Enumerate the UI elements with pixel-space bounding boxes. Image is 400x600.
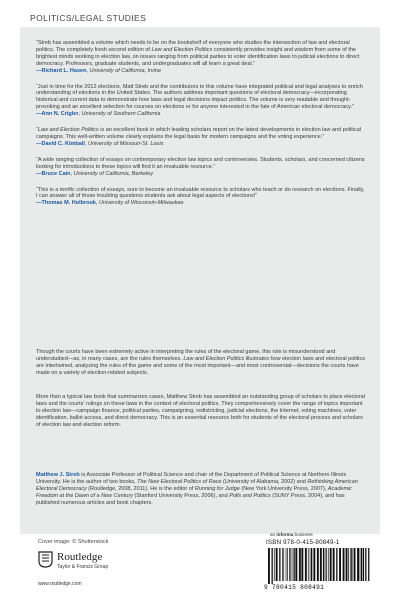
bio-segment: (Routledge, 2008, 2011). He is the editor of — [86, 485, 195, 492]
barcode-bar — [360, 548, 361, 581]
barcode-icon — [266, 548, 374, 584]
quote-segment: consistently provides insight and wisdom from some of the brightest minds working in election law, on issues ranging from political parties to voter identification laws to judicial elections to direct democracy. Professors, graduate students, and undergraduates will all learn a great deal.” — [36, 46, 360, 67]
content-panel — [20, 27, 380, 534]
barcode-bar — [365, 548, 366, 581]
quote-attribution: —Ann N. Crigler, University of Southern California — [36, 111, 161, 118]
barcode-bar — [272, 548, 273, 584]
book-title: Law and Election Politics — [151, 46, 213, 53]
barcode-bar — [301, 548, 303, 581]
reviewer-institution: University of Missouri-St. Louis — [87, 140, 164, 147]
reviewer-name: —Ann N. Crigler — [36, 111, 79, 118]
informa-business — [270, 532, 313, 537]
quote-attribution: —Bruce Cain, University of California, Berkeley — [36, 170, 154, 177]
barcode-bar — [339, 548, 341, 581]
quote-attribution: —Richard L. Hasen, University of California, Irvine — [36, 67, 162, 74]
isbn-number: ISBN 978-0-415-80849-1 — [266, 539, 340, 546]
reviewer-institution: University of Southern California — [81, 111, 161, 118]
barcode-bar — [348, 548, 349, 581]
quote-text — [36, 187, 366, 201]
informa-segment: business — [293, 532, 313, 537]
barcode-bar — [279, 548, 280, 581]
barcode-bar — [343, 548, 345, 581]
isbn-block — [260, 538, 378, 596]
barcode-bar — [320, 548, 322, 581]
book-title: Law and Election Politics — [183, 355, 245, 362]
barcode-bar — [283, 548, 284, 581]
barcode-bar — [310, 548, 311, 581]
reviewer-name: —Thomas M. Holbrook — [36, 200, 96, 207]
barcode-digits: 9 780415 808491 — [264, 584, 325, 591]
reviewer-institution: University of California, Berkeley — [73, 170, 154, 177]
quote-segment: “ — [36, 127, 38, 134]
informa-brand: informa — [276, 532, 294, 537]
barcode-bar — [368, 548, 369, 581]
reviewer-institution: University of California, Irvine — [89, 67, 162, 74]
barcode-bar — [363, 548, 364, 581]
cover-image-credit: Cover image: © Shutterstock — [38, 539, 109, 545]
barcode-bar — [294, 548, 295, 581]
review-quote — [36, 84, 366, 119]
description-paragraph: More than a typical law book that summarizes cases, Matthew Streb has assembled an outstanding group of scholars to place electoral laws and the courts’ rulings on these laws in the context of electoral politics. They comprehensively cover the range of topics important to election law—campaign finance, political parties, campaigning, redistricting, judicial elections, the Internet, voting machines, voter identification, ballot access, and direct democracy. This is an essential resource both for students of the electoral process and scholars of election law and election reform. — [36, 394, 365, 428]
barcode-bar — [313, 548, 315, 581]
barcode-bar — [295, 548, 297, 581]
barcode-bar — [308, 548, 309, 581]
quote-text — [36, 157, 366, 171]
publisher-name: Routledge — [57, 551, 103, 563]
reviewer-institution: University of Wisconsin-Milwaukee — [98, 200, 184, 207]
book-title: Polls and Politics — [229, 492, 271, 499]
publisher-website[interactable]: www.routledge.com — [38, 581, 82, 587]
book-title: Running for Judge — [194, 485, 240, 492]
barcode-bar — [311, 548, 312, 581]
barcode-bar — [357, 548, 359, 581]
quote-text — [36, 84, 366, 112]
quote-segment: “A wide ranging collection of essays on contemporary election law topics and controversies. Students, scholars, and concerned citizens looking for introductions to these topics will find it an invaluable resource.” — [36, 156, 365, 170]
review-quote — [36, 187, 366, 208]
book-title: Law and Election Politics — [37, 127, 99, 134]
barcode-bar — [351, 548, 352, 581]
author-name: Matthew J. Streb — [36, 472, 80, 478]
barcode-bar — [361, 548, 362, 581]
publisher-group: Taylor & Francis Group — [57, 564, 109, 570]
barcode-bar — [330, 548, 332, 581]
barcode-bar — [276, 548, 278, 581]
reviewer-name: —Richard L. Hasen — [36, 67, 87, 74]
publisher-logo — [38, 550, 218, 595]
review-quotes — [36, 40, 366, 216]
quote-attribution: —David C. Kimball, University of Missouri-St. Louis — [36, 140, 164, 147]
barcode-bar — [268, 548, 270, 584]
quote-text — [36, 127, 366, 141]
review-quote — [36, 157, 366, 178]
barcode-bar — [350, 548, 351, 581]
paragraph-segment: Though the courts have been extremely active in interpreting the rules of the electoral game, this role is misunderstood and understudied—as, in many cases, are the rules themselves. — [36, 349, 336, 362]
reviewer-name: —Bruce Cain — [36, 170, 71, 177]
barcode-bar — [289, 548, 290, 581]
paragraph-segment: illustrates how election laws and electoral politics are intertwined, analyzing the rules of the game and some of the most important—and most controversial—decisions the courts have made on a variety of election-related subjects. — [36, 355, 365, 376]
barcode-bar — [287, 548, 288, 581]
review-quote — [36, 127, 366, 148]
author-bio — [36, 472, 366, 507]
bio-segment: (New York University Press, 2007), — [239, 485, 328, 492]
barcode-bar — [317, 548, 319, 581]
barcode-bar — [346, 548, 348, 581]
quote-attribution: —Thomas M. Holbrook, University of Wisconsin-Milwaukee — [36, 200, 184, 207]
barcode-bar — [292, 548, 293, 581]
barcode-bar — [305, 548, 307, 581]
barcode-bar — [328, 548, 329, 581]
book-title: The New Electoral Politics of Race — [137, 478, 222, 485]
barcode-bar — [286, 548, 287, 581]
barcode-bar — [333, 548, 335, 581]
barcode-bar — [282, 548, 283, 581]
routledge-logo-icon — [38, 551, 53, 568]
barcode-bar — [326, 548, 327, 581]
book-title: Academic Freedom at the Dawn of a New Century — [36, 485, 353, 499]
barcode-bar — [336, 548, 337, 581]
category-label: POLITICS/LEGAL STUDIES — [30, 13, 147, 23]
barcode-bar — [274, 548, 275, 581]
barcode-bar — [354, 548, 356, 581]
quote-segment: is an excellent book in which leading scholars report on the latest developments in election law and political campaigns. This well-written volume clearly explains the legal basis for modern campaigns and the voting experience.” — [36, 127, 362, 140]
informa-segment: an — [270, 532, 277, 537]
barcode-bar — [299, 548, 301, 581]
review-quote — [36, 40, 366, 75]
bio-segment: (University of Alabama, 2002) and — [221, 478, 308, 485]
barcode-bar — [325, 548, 326, 581]
bio-segment: is Associate Professor of Political Science and chair of the Department of Political Science at Northern Illinois University. He is the author of two books, — [36, 472, 347, 485]
quote-segment: “Streb has assembled a volume which needs to be on the bookshelf of everyone who studies the intersection of law and electoral politics. The completely fresh second edition of — [36, 40, 350, 53]
quote-segment: “This is a terrific collection of essays, sure to become an invaluable resource to scholars who teach or do research on elections. Finally, I can answer all of those troubling questions students ask about legal aspects of elections!” — [36, 186, 365, 200]
bio-segment: (SUNY Press, 2004), and has published numerous articles and book chapters. — [36, 492, 345, 506]
quote-segment: “Just in time for the 2012 elections, Matt Streb and the contributors to this volume have integrated political and legal analyses to enrich understanding of elections in the United States. The authors address important questions of electoral democracy—incorporating historical and current data to demonstrate how laws and legal decisions impact politics. The volume is very readable and thought-provoking and an excellent selection for courses on elections or for anyone interested in the fate of American electoral democracy.” — [36, 83, 363, 111]
book-title: Rethinking American Electoral Democracy — [36, 478, 358, 492]
bio-segment: (Stanford University Press, 2006), and — [132, 492, 230, 499]
reviewer-name: —David C. Kimball — [36, 140, 85, 147]
barcode-bar — [323, 548, 324, 581]
quote-text — [36, 40, 366, 68]
description-paragraph — [36, 349, 366, 377]
